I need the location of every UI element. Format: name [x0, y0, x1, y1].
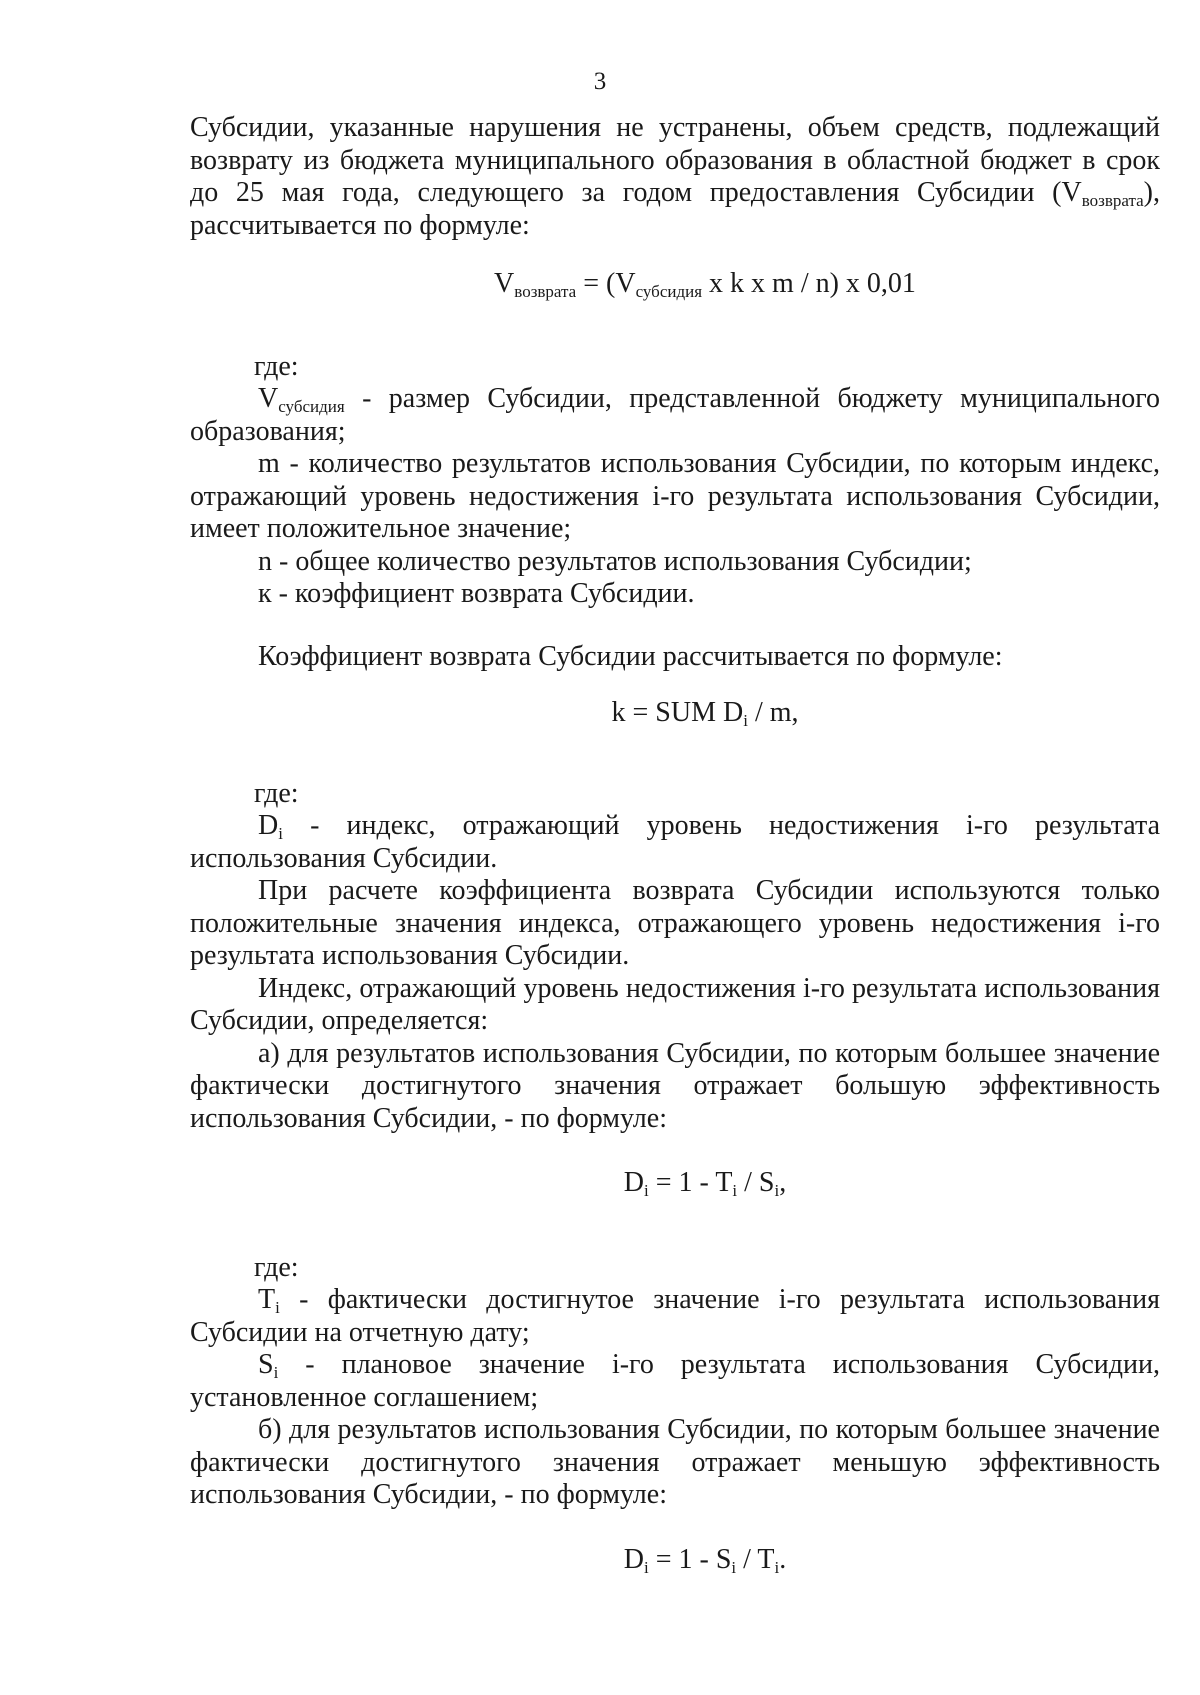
paragraph-calculation: При расчете коэффициента возврата Субсидии используются только положительные значения индекса, отражающего уровень недостижения i-го результата использования Субсидии.	[190, 875, 1160, 971]
paragraph-case-a: а) для результатов использования Субсидии, по которым большее значение фактически достигнутого значения отражает большую эффективность использования Субсидии, - по формуле:	[190, 1037, 1160, 1134]
intro-paragraph: Субсидии, указанные нарушения не устранены, объем средств, подлежащий возврату из бюджета муниципального образования в областной бюджет в срок до 25 мая года, следующего за годом предоставления Субсидии $(V_{возврата})$, рассчитывается по формуле:	[190, 112, 1160, 241]
definition-k: к - коэффициент возврата Субсидии.	[258, 578, 695, 609]
formula-di-case-b: $D_i = 1 - S_i / T_i$.	[623, 1543, 787, 1577]
definition-m: m - количество результатов использования Субсидии, по которым индекс, отражающий уровень недостижения i-го результата использования Субсидии, имеет положительное значение;	[190, 448, 1160, 544]
paragraph-index: Индекс, отражающий уровень недостижения i-го результата использования Субсидии, определяется:	[190, 972, 1160, 1036]
document-body	[190, 112, 1160, 1576]
where-label: где:	[254, 777, 299, 809]
formula-di-case-a: $D_i = 1 - T_i / S_i$,	[623, 1167, 787, 1200]
coefficient-intro: Коэффициент возврата Субсидии рассчитывается по формуле:	[258, 640, 1003, 672]
formula-coefficient: k = SUM $D_i$ / m,	[611, 697, 799, 730]
paragraph-case-b: б) для результатов использования Субсидии, по которым большее значение фактически достигнутого значения отражает меньшую эффективность использования Субсидии, - по формуле:	[190, 1414, 1160, 1510]
definition-v-subsidy: $V_{субсидия}$ - размер Субсидии, представленной бюджету муниципального образования;	[190, 383, 1160, 447]
where-label: где:	[254, 350, 299, 382]
page-number: 3	[593, 68, 607, 95]
definition-ti: $T_i$ - фактически достигнутое значение i-го результата использования Субсидии на отчетную дату;	[190, 1284, 1160, 1348]
formula-return-volume: $V_{возврата} = (V_{субсидия}$ x k x m / n) x 0,01	[494, 268, 916, 301]
definition-di: $D_i$ - индекс, отражающий уровень недостижения i-го результата использования Субсидии.	[190, 810, 1160, 874]
definition-n: n - общее количество результатов использования Субсидии;	[258, 545, 972, 577]
definition-si: $S_i$ - плановое значение i-го результата использования Субсидии, установленное соглашением;	[190, 1349, 1160, 1413]
where-label: где:	[254, 1251, 299, 1283]
